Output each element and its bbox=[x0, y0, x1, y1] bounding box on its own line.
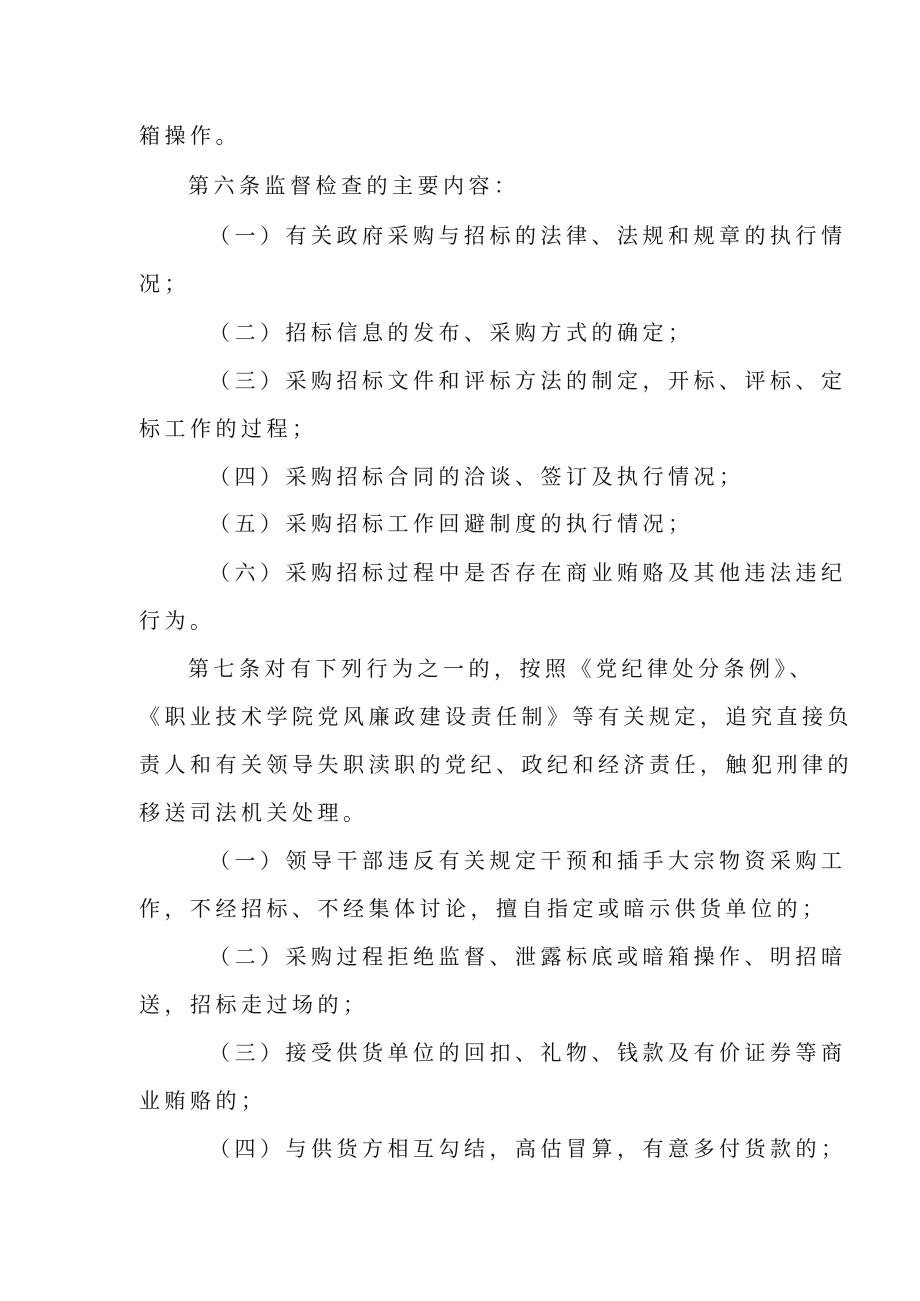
text-line: 业贿赂的； bbox=[139, 1089, 267, 1113]
text-line: （三）采购招标文件和评标方法的制定，开标、评标、定 bbox=[209, 369, 847, 393]
text-line: 行为。 bbox=[139, 609, 216, 633]
text-line: （一）领导干部违反有关规定干预和插手大宗物资采购工 bbox=[209, 849, 847, 873]
text-line: 况； bbox=[139, 272, 190, 296]
text-line: （五）采购招标工作回避制度的执行情况； bbox=[209, 512, 694, 536]
text-line: 标工作的过程； bbox=[139, 417, 318, 441]
text-line: （二）采购过程拒绝监督、泄露标底或暗箱操作、明招暗 bbox=[209, 945, 847, 969]
text-line: （一）有关政府采购与招标的法律、法规和规章的执行情 bbox=[209, 224, 847, 248]
text-line: 责人和有关领导失职渎职的党纪、政纪和经济责任，触犯刑律的 bbox=[139, 753, 853, 777]
text-line: 箱操作。 bbox=[139, 124, 241, 148]
text-line: 移送司法机关处理。 bbox=[139, 801, 369, 825]
text-line: 《职业技术学院党风廉政建设责任制》等有关规定，追究直接负 bbox=[139, 705, 853, 729]
article-6-heading: 第六条监督检查的主要内容： bbox=[188, 174, 520, 198]
text-line: （二）招标信息的发布、采购方式的确定； bbox=[209, 321, 694, 345]
text-line: 作，不经招标、不经集体讨论，擅自指定或暗示供货单位的； bbox=[139, 897, 828, 921]
text-line: （三）接受供货单位的回扣、礼物、钱款及有价证券等商 bbox=[209, 1041, 847, 1065]
text-line: 送，招标走过场的； bbox=[139, 993, 369, 1017]
text-line: （四）与供货方相互勾结，高估冒算，有意多付货款的； bbox=[209, 1137, 847, 1161]
text-line: （六）采购招标过程中是否存在商业贿赂及其他违法违纪 bbox=[209, 561, 847, 585]
text-line: （四）采购招标合同的洽谈、签订及执行情况； bbox=[209, 465, 745, 489]
article-7-heading: 第七条对有下列行为之一的，按照《党纪律处分条例》、 bbox=[188, 657, 815, 681]
